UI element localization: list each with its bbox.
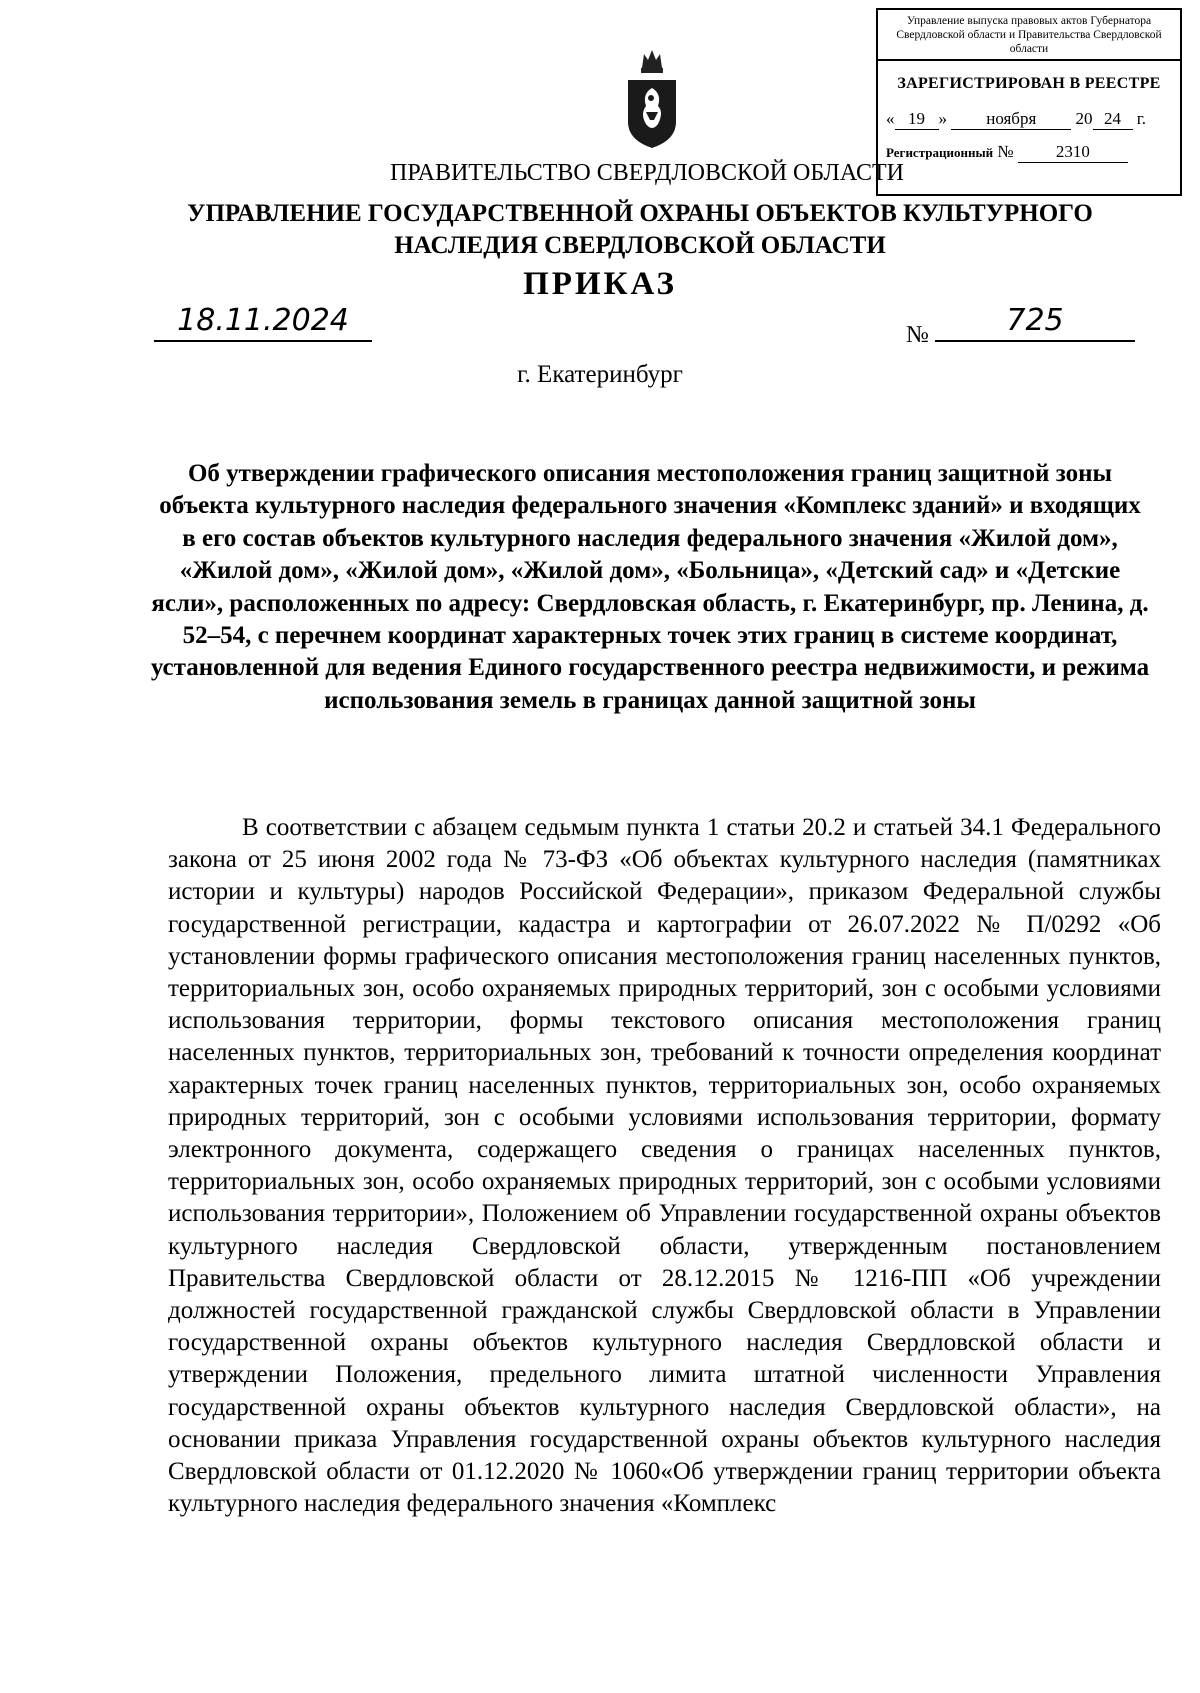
stamp-year-suffix: 24: [1093, 109, 1133, 130]
stamp-day: 19: [895, 109, 939, 130]
department-name: УПРАВЛЕНИЕ ГОСУДАРСТВЕННОЙ ОХРАНЫ ОБЪЕКТОВ КУЛЬТУРНОГО НАСЛЕДИЯ СВЕРДЛОВСКОЙ ОБЛАСТИ: [187, 200, 1093, 259]
number-label: №: [906, 322, 929, 348]
document-number: 725: [935, 302, 1135, 342]
document-title: Об утверждении графического описания местоположения границ защитной зоны объекта культурного наследия федерального значения «Комплекс зданий» и входящих в его состав объектов культурного наследия федерального значения «Жилой дом», «Жилой дом», «Жилой дом», «Жилой дом», «Больница», «Детский сад» и «Детские ясли», расположенных по адресу: Свердловская область, г. Екатеринбург, пр. Ленина, д. 52–54, с перечнем координат характерных точек этих границ в системе координат, установленной для ведения Единого государственного реестра недвижимости, и режима использования земель в границах данной защитной зоны: [150, 460, 1150, 714]
registration-stamp: [876, 8, 1182, 196]
city: г. Екатеринбург: [517, 361, 683, 388]
stamp-month: ноября: [951, 109, 1071, 130]
stamp-reg-label: Регистрационный: [886, 145, 994, 160]
document-type: ПРИКАЗ: [523, 266, 677, 302]
stamp-year-prefix: 20: [1075, 109, 1093, 128]
stamp-date: « 19 » ноября 20 24 г.: [886, 109, 1147, 128]
stamp-reg-number: 2310: [1018, 142, 1128, 163]
stamp-year-mark: г.: [1136, 109, 1147, 128]
stamp-registered-label: ЗАРЕГИСТРИРОВАН В РЕЕСТРЕ: [897, 75, 1161, 92]
government-name: ПРАВИТЕЛЬСТВО СВЕРДЛОВСКОЙ ОБЛАСТИ: [390, 160, 904, 186]
coat-of-arms-emblem: [624, 40, 680, 150]
body-paragraph: В соответствии с абзацем седьмым пункта 1 статьи 20.2 и статьей 34.1 Федерального закона от 25 июня 2002 года № 73-ФЗ «Об объектах культурного наследия (памятниках истории и культуры) народов Российской Федерации», приказом Федеральной службы государственной регистрации, кадастра и картографии от 26.07.2022 № П/0292 «Об установлении формы графического описания местоположения границ населенных пунктов, территориальных зон, особо охраняемых природных территорий, зон с особыми условиями использования территории, формы текстового описания местоположения границ населенных пунктов, территориальных зон, требований к точности определения координат характерных точек границ населенных пунктов, территориальных зон, особо охраняемых природных территорий, зон с особыми условиями использования территории, формату электронного документа, содержащего сведения о границах населенных пунктов, территориальных зон, особо охраняемых природных территорий, зон с особыми условиями использования территории», Положением об Управлении государственной охраны объектов культурного наследия Свердловской области, утвержденным постановлением Правительства Свердловской области от 28.12.2015 № 1216-ПП «Об учреждении должностей государственной гражданской службы Свердловской области в Управлении государственной охраны объектов культурного наследия Свердловской области и утверждении Положения, предельного лимита штатной численности Управления государственной охраны объектов культурного наследия Свердловской области», на основании приказа Управления государственной охраны объектов культурного наследия Свердловской области от 01.12.2020 № 1060«Об утверждении границ территории объекта культурного наследия федерального значения «Комплекс: [168, 814, 1161, 1518]
stamp-reg-number-row: [878, 142, 1180, 163]
document-date: 18.11.2024: [154, 302, 372, 342]
stamp-header: Управление выпуска правовых актов Губернатора Свердловской области и Правительства Свердловской области: [878, 10, 1180, 61]
stamp-no-sign: №: [997, 142, 1014, 161]
